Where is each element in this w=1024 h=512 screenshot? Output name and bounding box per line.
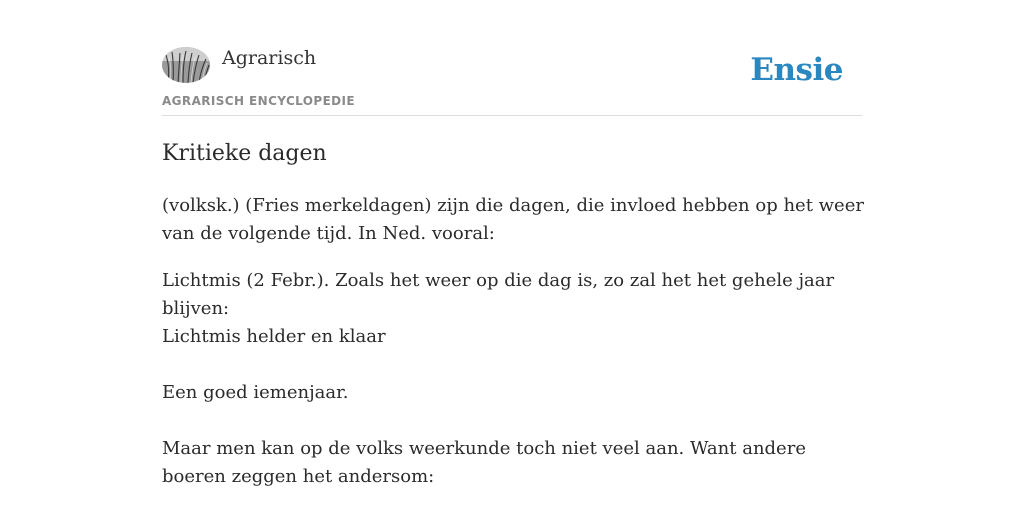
article-paragraph: Een goed iemenjaar. [162, 382, 349, 403]
header [162, 0, 862, 116]
article-paragraph: Maar men kan op de volks weerkunde toch niet veel aan. Want andere boeren zeggen het andersom: [162, 438, 806, 487]
page [162, 0, 864, 487]
wheat-icon[interactable] [162, 47, 210, 83]
article-paragraph: Lichtmis (2 Febr.). Zoals het weer op die dag is, zo zal het het gehele jaar blijven: [162, 270, 835, 319]
source-subtitle: AGRARISCH ENCYCLOPEDIE [162, 94, 355, 108]
source-name-link[interactable]: Agrarisch [222, 47, 317, 69]
article-paragraph: Lichtmis helder en klaar [162, 326, 386, 347]
brand-logo[interactable]: Ensie [750, 52, 843, 88]
article-paragraph: (volksk.) (Fries merkeldagen) zijn die dagen, die invloed hebben op het weer van de volgende tijd. In Ned. vooral: [162, 195, 864, 244]
article-title: Kritieke dagen [162, 141, 327, 166]
